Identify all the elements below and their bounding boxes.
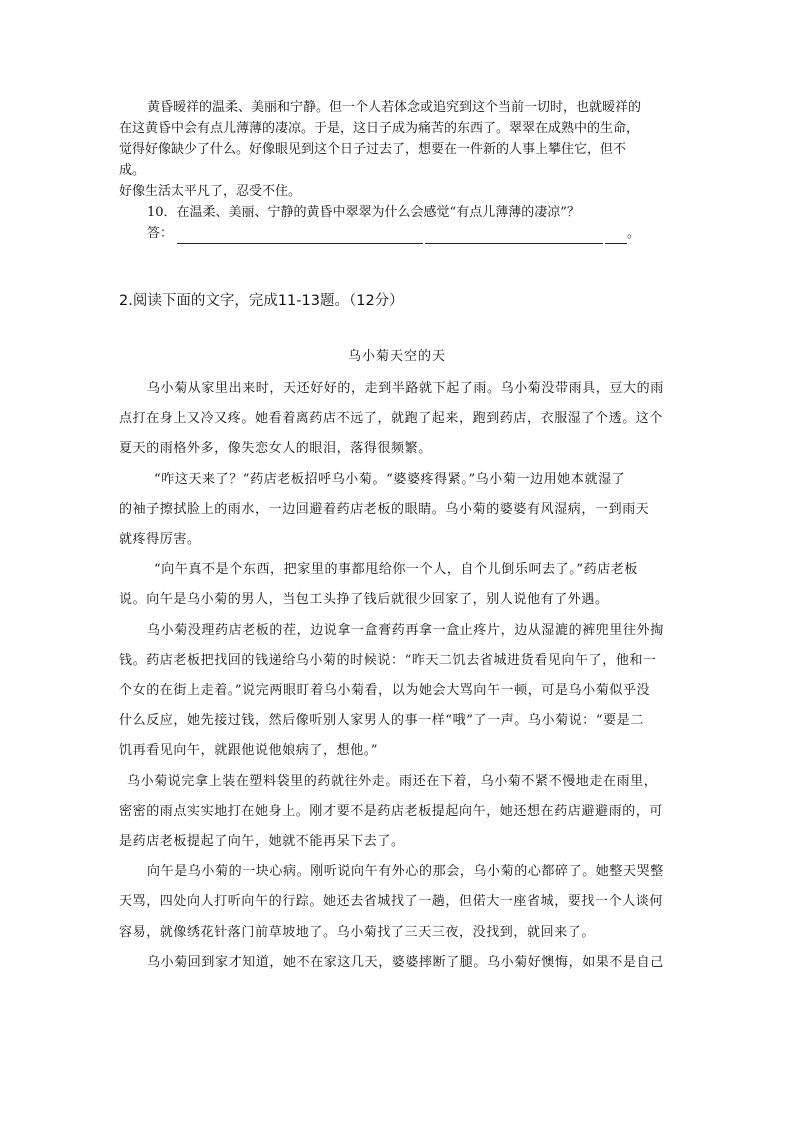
section-heading: 2.阅读下面的文字，完成11-13题。（12分） [119, 293, 404, 309]
question-10: 10．在温柔、美丽、宁静的黄昏中翠翠为什么会感觉“有点儿薄薄的凄凉”？ [147, 205, 580, 220]
text-line: 成。 [119, 163, 146, 178]
text-line: 乌小菊从家里出来时，天还好好的，走到半路就下起了雨。乌小菊没带雨具，豆大的雨 [147, 381, 664, 396]
text-line: “向午真不是个东西，把家里的事都甩给你一个人，自个儿倒乐呵去了。”药店老板 [154, 562, 638, 578]
text-line: 乌小菊说完拿上装在塑料袋里的药就往外走。雨还在下着，乌小菊不紧不慢地走在雨里， [127, 773, 658, 789]
answer-end-mark: 。 [627, 226, 641, 241]
answer-label: 答： [147, 226, 174, 241]
text-line: 乌小菊回到家才知道，她不在家这几天，婆婆摔断了腿。乌小菊好懊悔，如果不是自己 [147, 954, 664, 970]
passage-excerpt [119, 97, 694, 244]
text-line: 饥再看见向午，就跟他说他娘病了，想他。” [119, 743, 379, 759]
text-line: 个女的在街上走着。”说完两眼盯着乌小菊看，以为她会大骂向午一顿，可是乌小菊似乎没 [119, 683, 651, 699]
text-line: 向午是乌小菊的一块心病。刚听说向午有外心的那会，乌小菊的心都碎了。她整天哭整 [147, 864, 664, 880]
text-line: 觉得好像缺少了什么。好像眼见到这个日子过去了，想要在一件新的人事上攀住它，但不 [119, 142, 627, 157]
text-line: 钱。药店老板把找回的钱递给乌小菊的时候说：“昨天二饥去省城进货看见向午了，他和一 [119, 652, 657, 668]
text-line: 就疼得厉害。 [119, 532, 201, 548]
text-line: 点打在身上又冷又疼。她看着离药店不远了，就跑了起来，跑到药店，衣服湿了个透。这个 [119, 411, 664, 427]
story-body [119, 374, 689, 978]
text-line: 密密的雨点实实地打在她身上。刚才要不是药店老板提起向午，她还想在药店避避雨的，可 [119, 803, 664, 819]
text-line: 好像生活太平凡了，忍受不住。 [119, 184, 302, 199]
text-line: 的袖子擦拭脸上的雨水，一边回避着药店老板的眼睛。乌小菊的婆婆有风湿病，一到雨天 [119, 501, 650, 517]
story-title: 乌小菊天空的天 [347, 349, 446, 364]
answer-blank[interactable] [177, 229, 423, 244]
text-line: 说。向午是乌小菊的男人，当包工头挣了钱后就很少回家了，别人说他有了外遇。 [119, 592, 609, 608]
text-line: 在这黄昏中会有点儿薄薄的凄凉。于是，这日子成为痛苦的东西了。翠翠在成熟中的生命， [119, 121, 640, 136]
text-line: 天骂，四处向人打听向午的行踪。她还去省城找了一趟，但偌大一座省城，要找一个人谈何 [119, 894, 664, 910]
text-line: 黄昏暧祥的温柔、美丽和宁静。但一个人若体念或追究到这个当前一切时，也就暧祥的 [147, 100, 642, 115]
text-line: 是药店老板提起了向午，她就不能再呆下去了。 [119, 834, 405, 850]
text-line: 容易，就像绣花针落门前草坡地了。乌小菊找了三天三夜，没找到，就回来了。 [119, 924, 596, 940]
answer-row [147, 223, 694, 244]
text-line: 夏天的雨格外多，像失恋女人的眼泪，落得很频繁。 [119, 441, 432, 457]
text-line: “咋这天来了？”药店老板招呼乌小菊。“婆婆疼得紧。”乌小菊一边用她本就湿了 [154, 471, 626, 487]
text-line: 什么反应，她先接过钱，然后像听别人家男人的事一样“哦”了一声。乌小菊说：“要是二 [119, 713, 644, 729]
answer-blank[interactable] [425, 229, 603, 244]
text-line: 乌小菊没理药店老板的茬，边说拿一盒膏药再拿一盒止疼片，边从湿漉的裤兜里往外掏 [147, 622, 664, 638]
answer-blank[interactable] [605, 229, 627, 244]
